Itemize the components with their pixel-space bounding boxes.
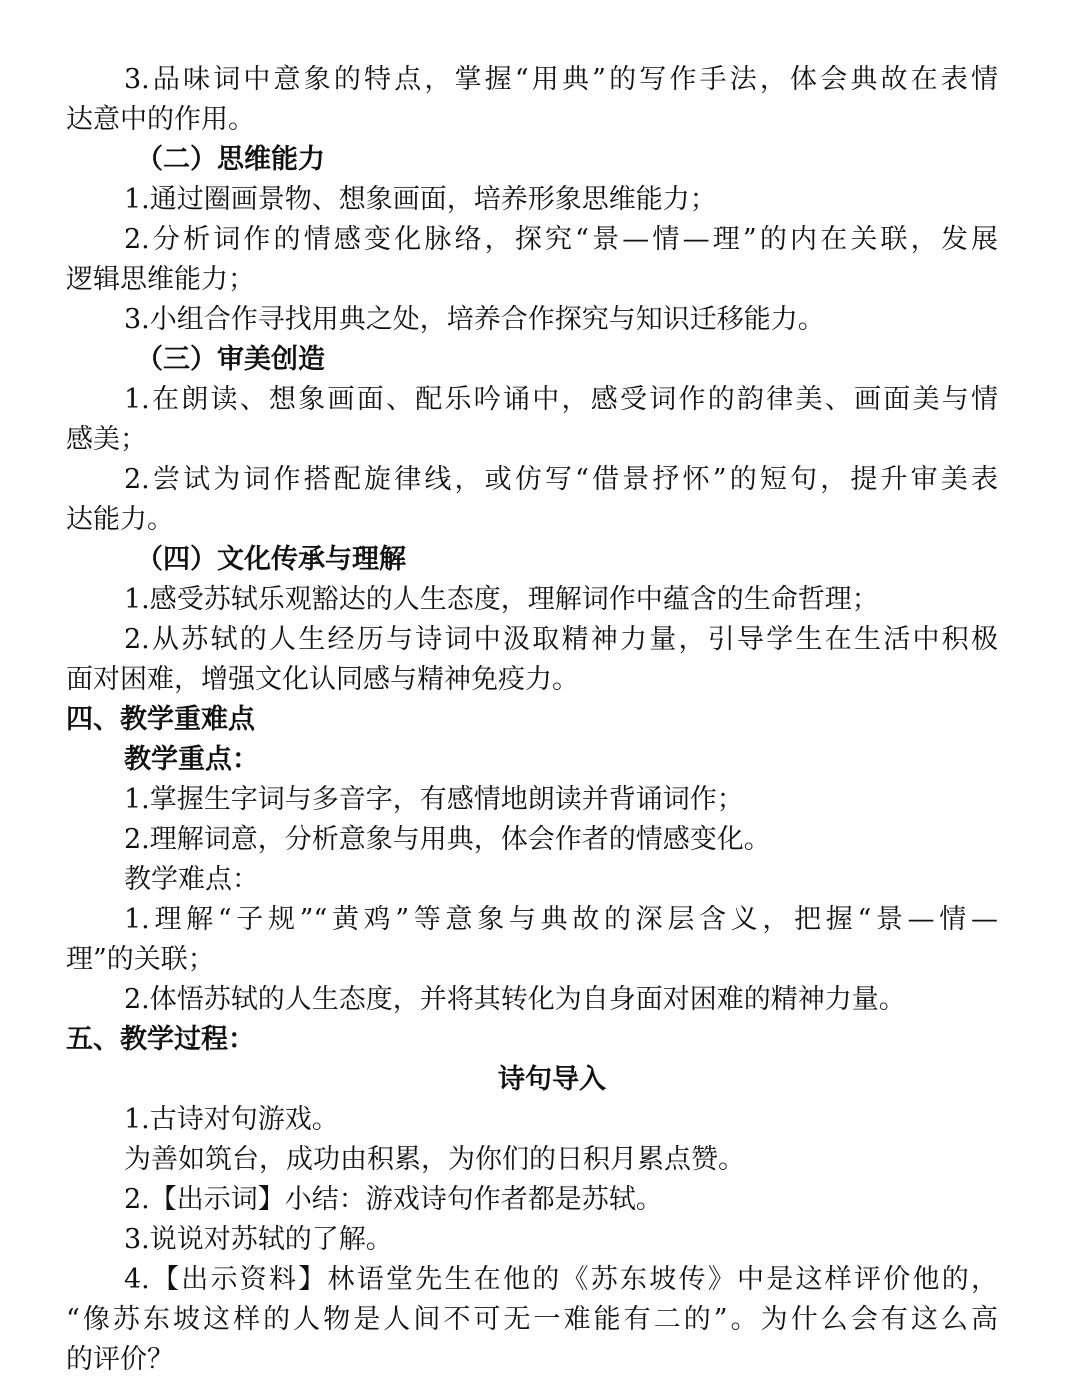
aesthetics-item-1-line-1: 1.在朗读、想象画面、配乐吟诵中，感受词作的韵律美、画面美与情 <box>124 384 998 415</box>
thinking-item-3: 3.小组合作寻找用典之处，培养合作探究与知识迁移能力。 <box>124 304 825 335</box>
subheading-key-points: 教学重点： <box>124 744 259 775</box>
process-item-1: 1.古诗对句游戏。 <box>124 1104 339 1135</box>
process-item-4-line-1: 4.【出示资料】林语堂先生在他的《苏东坡传》中是这样评价他的， <box>124 1264 998 1295</box>
key-point-1: 1.掌握生字词与多音字，有感情地朗读并背诵词作； <box>124 784 744 815</box>
difficulty-2: 2.体悟苏轼的人生态度，并将其转化为自身面对困难的精神力量。 <box>124 984 906 1015</box>
process-item-4-line-2: “像苏东坡这样的人物是人间不可无一难能有二的”。为什么会有这么高 <box>66 1304 998 1335</box>
centered-heading-poem-intro: 诗句导入 <box>498 1064 606 1095</box>
thinking-item-2-line-2: 逻辑思维能力； <box>66 264 255 295</box>
culture-item-1: 1.感受苏轼乐观豁达的人生态度，理解词作中蕴含的生命哲理； <box>124 584 879 615</box>
process-item-3: 3.说说对苏轼的了解。 <box>124 1224 393 1255</box>
aesthetics-item-2-line-2: 达能力。 <box>66 504 174 535</box>
difficulty-1-line-1: 1.理解“子规”“黄鸡”等意象与典故的深层含义，把握“景—情— <box>124 904 998 935</box>
chapter-heading-key-points: 四、教学重难点 <box>66 704 255 735</box>
key-point-2: 2.理解词意，分析意象与用典，体会作者的情感变化。 <box>124 824 771 855</box>
section-heading-culture: （四）文化传承与理解 <box>136 544 406 575</box>
process-praise-line: 为善如筑台，成功由积累，为你们的日积月累点赞。 <box>124 1144 745 1175</box>
difficulty-1-line-2: 理”的关联； <box>66 944 215 975</box>
process-item-4-line-3: 的评价？ <box>66 1344 174 1375</box>
section-heading-thinking: （二）思维能力 <box>136 144 325 175</box>
chapter-heading-teaching-process: 五、教学过程： <box>66 1024 255 1055</box>
culture-item-2-line-1: 2.从苏轼的人生经历与诗词中汲取精神力量，引导学生在生活中积极 <box>124 624 998 655</box>
culture-item-2-line-2: 面对困难，增强文化认同感与精神免疫力。 <box>66 664 579 695</box>
section-heading-aesthetics: （三）审美创造 <box>136 344 325 375</box>
aesthetics-item-2-line-1: 2.尝试为词作搭配旋律线，或仿写“借景抒怀”的短句，提升审美表 <box>124 464 998 495</box>
aesthetics-item-1-line-2: 感美； <box>66 424 147 455</box>
thinking-item-2-line-1: 2.分析词作的情感变化脉络，探究“景—情—理”的内在关联，发展 <box>124 224 998 255</box>
goal-3-line-2: 达意中的作用。 <box>66 104 255 135</box>
goal-3-line-1: 3.品味词中意象的特点，掌握“用典”的写作手法，体会典故在表情 <box>124 64 998 95</box>
thinking-item-1: 1.通过圈画景物、想象画面，培养形象思维能力； <box>124 184 717 215</box>
process-item-2: 2.【出示词】小结：游戏诗句作者都是苏轼。 <box>124 1184 663 1215</box>
subheading-difficulties: 教学难点： <box>124 864 259 895</box>
